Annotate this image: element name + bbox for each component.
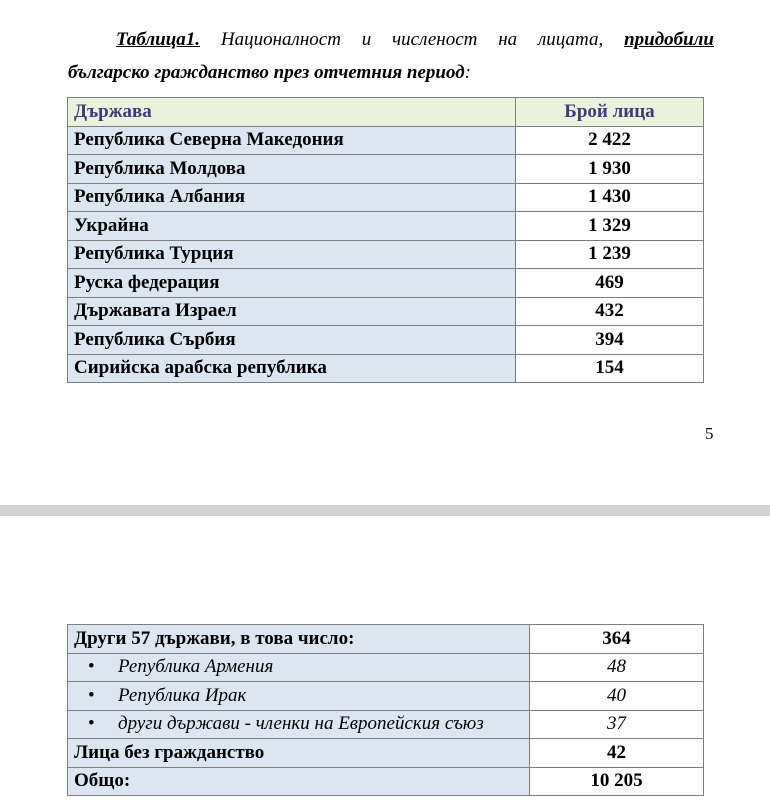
count-cell: 48: [530, 653, 704, 682]
count-cell: 40: [530, 682, 704, 711]
table-subrow: [68, 710, 704, 739]
country-cell: [68, 682, 530, 711]
bullet-icon: •: [88, 656, 95, 678]
table-row: [68, 354, 704, 383]
caption-emphasis: придобили: [624, 29, 714, 50]
table-caption-line2: [68, 57, 714, 89]
table-header-row: [68, 98, 704, 127]
count-cell: 469: [516, 269, 704, 298]
citizenship-table-continued: [67, 624, 704, 796]
country-cell: Украйна: [68, 212, 516, 241]
table-label: Таблица1.: [116, 29, 201, 50]
count-cell: 364: [530, 625, 704, 654]
table-subrow: [68, 682, 704, 711]
table-subrow: [68, 653, 704, 682]
count-cell: 1 930: [516, 155, 704, 184]
count-cell: 42: [530, 739, 704, 768]
bullet-icon: •: [88, 713, 95, 735]
table-row: [68, 240, 704, 269]
header-count: Брой лица: [516, 98, 704, 127]
country-cell: Руска федерация: [68, 269, 516, 298]
country-name: Република Ирак: [118, 684, 247, 706]
table-row: [68, 183, 704, 212]
page-break-divider: [0, 505, 770, 516]
country-cell: Сирийска арабска република: [68, 354, 516, 383]
country-cell: Република Молдова: [68, 155, 516, 184]
country-cell: Лица без гражданство: [68, 739, 530, 768]
country-cell: Други 57 държави, в това число:: [68, 625, 530, 654]
table-row: [68, 326, 704, 355]
table-total-row: [68, 767, 704, 796]
table-row: [68, 297, 704, 326]
total-value: 10 205: [530, 767, 704, 796]
country-cell: Република Турция: [68, 240, 516, 269]
count-cell: 1 329: [516, 212, 704, 241]
caption-line2: българско гражданство през отчетния период: [68, 62, 465, 83]
bullet-icon: •: [88, 684, 95, 706]
count-cell: 1 239: [516, 240, 704, 269]
count-cell: 1 430: [516, 183, 704, 212]
country-name: Република Армения: [118, 656, 274, 678]
table-caption-line1: [68, 24, 714, 56]
country-cell: Държавата Израел: [68, 297, 516, 326]
caption-colon: :: [464, 62, 471, 83]
table-row: [68, 625, 704, 654]
country-cell: [68, 710, 530, 739]
caption-text: Националност и численост на лицата,: [200, 29, 625, 50]
header-country: Държава: [68, 98, 516, 127]
count-cell: 154: [516, 354, 704, 383]
count-cell: 37: [530, 710, 704, 739]
country-name: други държави - членки на Европейския съюз: [118, 713, 484, 735]
count-cell: 2 422: [516, 126, 704, 155]
count-cell: 432: [516, 297, 704, 326]
country-cell: Република Сърбия: [68, 326, 516, 355]
table-row: [68, 126, 704, 155]
country-cell: [68, 653, 530, 682]
total-label: Общо:: [68, 767, 530, 796]
count-cell: 394: [516, 326, 704, 355]
citizenship-table: [67, 97, 704, 383]
country-cell: Република Албания: [68, 183, 516, 212]
table-row: [68, 269, 704, 298]
page-number: 5: [705, 424, 714, 443]
country-cell: Република Северна Македония: [68, 126, 516, 155]
table-row: [68, 212, 704, 241]
table-row: [68, 739, 704, 768]
table-row: [68, 155, 704, 184]
